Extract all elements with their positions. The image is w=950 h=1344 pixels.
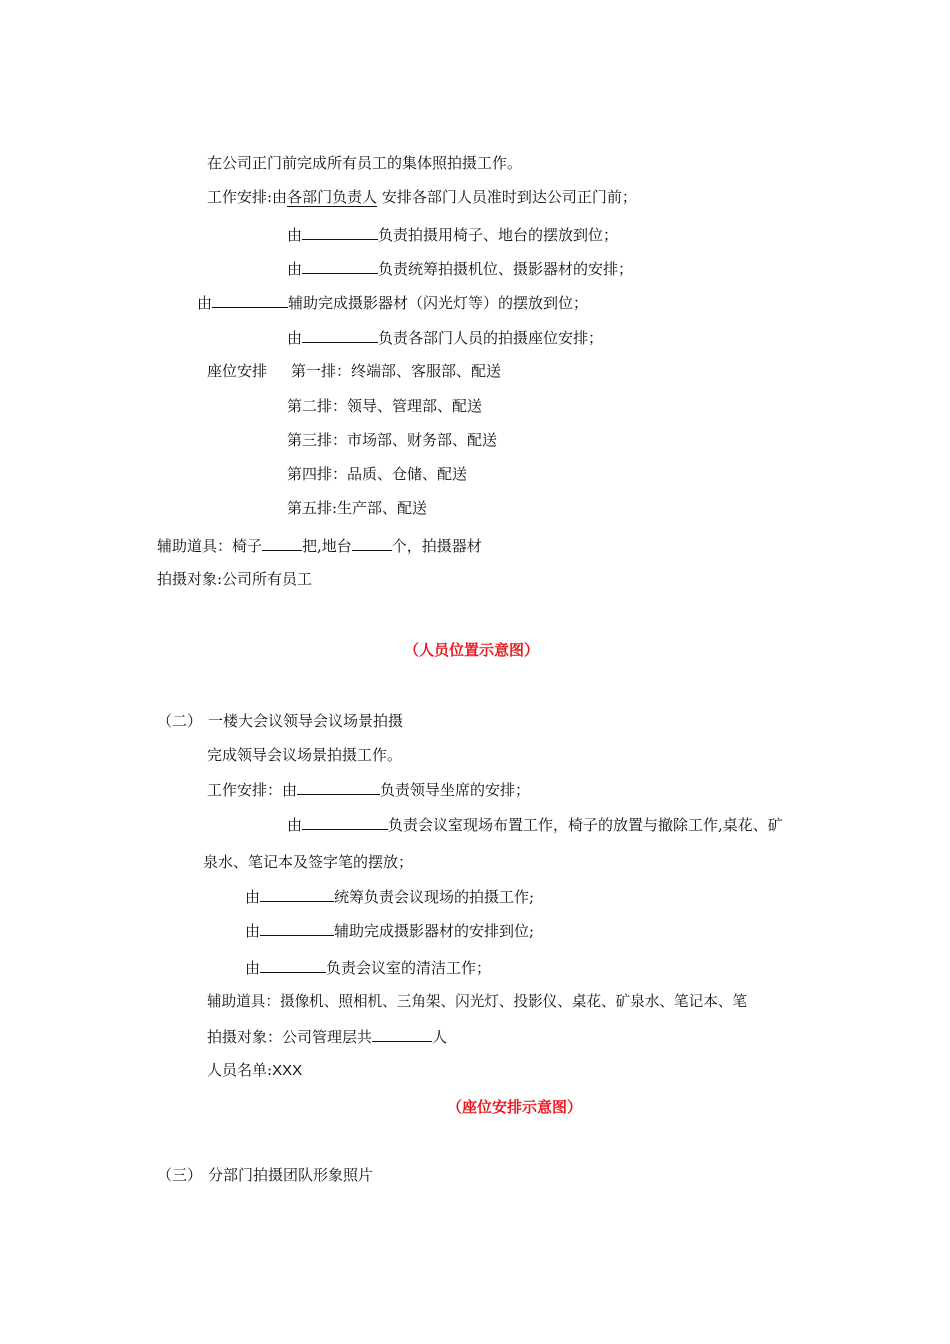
intro-line: 完成领导会议场景拍摄工作。 [207, 746, 403, 764]
task-prefix: 由 [287, 226, 303, 244]
subject-line: 拍摄对象:公司所有员工 [157, 570, 313, 588]
seat-row: 第二排：领导、管理部、配送 [287, 397, 483, 415]
task-line [287, 814, 783, 835]
props-line [157, 535, 482, 556]
section-title: 分部门拍摄团队形象照片 [208, 1166, 374, 1184]
blank-field [302, 327, 378, 343]
diagram-caption: （人员位置示意图） [404, 641, 540, 659]
blank-field [302, 258, 378, 274]
task-prefix: 由 [197, 294, 213, 312]
blank-field [260, 957, 326, 973]
task-text: 辅助完成摄影器材的安排到位; [334, 922, 535, 940]
task-line [287, 258, 633, 279]
task-prefix: 由 [287, 260, 303, 278]
subject-text: 拍摄对象：公司管理层共 [207, 1028, 373, 1046]
blank-field [372, 1026, 432, 1042]
props-text: 把,地台 [302, 537, 352, 555]
names-value: XXX [272, 1062, 303, 1079]
task-continuation: 泉水、笔记本及签字笔的摆放； [203, 853, 414, 871]
blank-field [260, 920, 334, 936]
work-arrangement-line [207, 187, 637, 207]
work-prefix: 工作安排:由 [207, 188, 288, 206]
work-suffix: 安排各部门人员准时到达公司正门前； [377, 188, 637, 206]
task-line [245, 886, 534, 907]
blank-field [262, 535, 302, 551]
blank-field [297, 779, 380, 795]
seat-arrangement-label: 座位安排 [207, 362, 268, 380]
task-text: 负责统筹拍摄机位、摄影器材的安排； [378, 260, 634, 278]
blank-field [260, 886, 334, 902]
task-prefix: 由 [287, 329, 303, 347]
section-title: 一楼大会议领导会议场景拍摄 [208, 712, 404, 730]
names-line [207, 1060, 302, 1081]
blank-field [212, 292, 288, 308]
task-text: 负责会议室的清洁工作； [326, 959, 492, 977]
task-prefix: 由 [287, 816, 303, 834]
seat-row: 第四排：品质、仓储、配送 [287, 465, 468, 483]
work-prefix: 工作安排：由 [207, 781, 298, 799]
section-heading [157, 1165, 373, 1185]
task-line [197, 292, 588, 313]
blank-field [302, 814, 388, 830]
props-text: 个，拍摄器材 [391, 537, 482, 555]
seat-row: 第五排:生产部、配送 [287, 499, 428, 517]
blank-field [352, 535, 392, 551]
task-line [245, 920, 534, 941]
section-number: （二） [157, 712, 203, 730]
task-text: 负责各部门人员的拍摄座位安排； [378, 329, 604, 347]
seat-row: 第三排：市场部、财务部、配送 [287, 431, 498, 449]
diagram-caption: （座位安排示意图） [447, 1098, 583, 1116]
section-heading [157, 711, 403, 731]
task-line [245, 957, 491, 978]
subject-line [207, 1026, 447, 1047]
task-prefix: 由 [245, 922, 261, 940]
section-number: （三） [157, 1166, 203, 1184]
responsible-person: 各部门负责人 [287, 188, 378, 206]
task-line [287, 327, 603, 348]
task-prefix: 由 [245, 959, 261, 977]
props-line: 辅助道具：摄像机、照相机、三角架、闪光灯、投影仪、桌花、矿泉水、笔记本、笔 [207, 993, 747, 1010]
work-arrangement-line [207, 779, 530, 800]
task-text: 负责拍摄用椅子、地台的摆放到位； [378, 226, 619, 244]
blank-field [302, 224, 378, 240]
task-text: 辅助完成摄影器材（闪光灯等）的摆放到位； [288, 294, 589, 312]
task-text: 统筹负责会议现场的拍摄工作; [334, 888, 535, 906]
task-text: 负责会议室现场布置工作，椅子的放置与撤除工作,桌花、矿 [388, 816, 783, 834]
task-line [287, 224, 618, 245]
intro-line: 在公司正门前完成所有员工的集体照拍摄工作。 [207, 154, 523, 172]
task-prefix: 由 [245, 888, 261, 906]
names-label: 人员名单: [207, 1061, 273, 1079]
props-text: 辅助道具：椅子 [157, 537, 263, 555]
seat-row: 第一排：终端部、客服部、配送 [291, 362, 502, 380]
work-suffix: 负责领导坐席的安排； [380, 781, 531, 799]
subject-text: 人 [432, 1028, 448, 1046]
